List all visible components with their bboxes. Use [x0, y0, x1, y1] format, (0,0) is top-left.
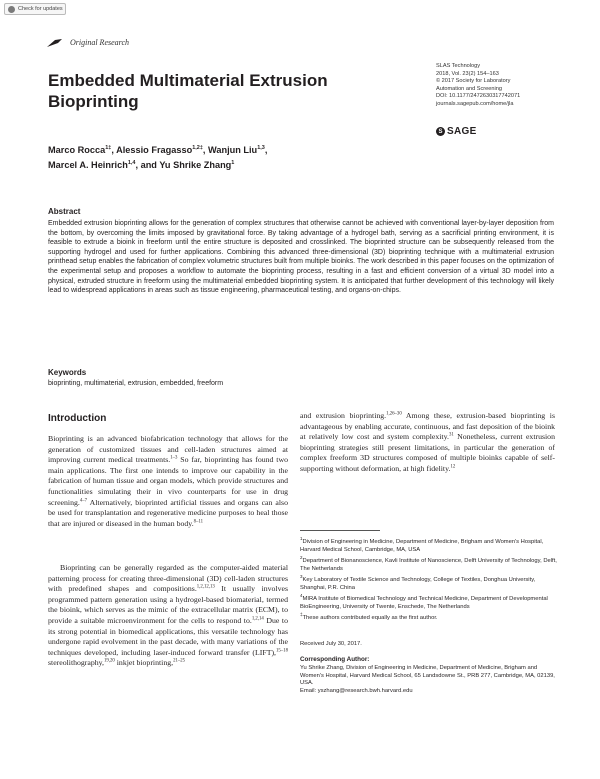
corresponding-author-heading: Corresponding Author:	[300, 656, 370, 663]
footnote-item	[300, 573, 560, 592]
corresponding-author-email[interactable]: Email: yszhang@research.bwh.harvard.edu	[300, 687, 413, 694]
citation-reference[interactable]: 31	[448, 432, 454, 438]
paragraph-text: It usually involves programmed pattern generation using a hydrogel-based biomaterial, termed the bioink, which serves as the mimic of the extracellular matrix (ECM), to provide a suitable microenvironment for the cells to respond to.	[48, 584, 288, 625]
paragraph-text: Bioprinting is an advanced biofabrication technology that allows for the generation of customized tissues and cell-laden structures aimed at improving current medical treatments.	[48, 434, 288, 465]
author-separator: ,	[264, 145, 268, 156]
author-affiliation-marker: 1,2‡	[192, 145, 203, 151]
paragraph-text: So far, bioprinting has found two main applications. The first one intends to improve our capability in the fabrication of human tissue and organ models, which provide structures and functionalities simulating their in vivo counterparts for use in drug screening.	[48, 455, 289, 507]
section-label: Original Research	[70, 38, 130, 47]
keywords-heading: Keywords	[48, 368, 87, 377]
corresponding-author-address: Yu Shrike Zhang, Division of Engineering in Medicine, Department of Medicine, Brigham and Women's Hospital, Harvard Medical School, 65 Landsdowne St., PRB 277, Cambridge, MA, 02139, USA.	[300, 665, 555, 687]
footnote-divider	[300, 530, 380, 531]
journal-info-line: DOI: 10.1177/2472630317742071	[436, 93, 521, 100]
corresponding-author-details	[300, 665, 555, 695]
footnote-text: These authors contributed equally as the first author.	[302, 615, 438, 622]
paragraph-text: Nonetheless, current extrusion bioprinting strategies still present limitations, in particular the generation of complex freeform 3D structures composed of multiple bioinks capable of self-supporting without deformation, at high fidelity.	[300, 432, 555, 473]
affiliation-footnotes	[300, 535, 560, 623]
footnote-marker: 3	[300, 574, 303, 580]
journal-info-line: Automation and Screening	[436, 85, 502, 92]
citation-reference[interactable]: 19,20	[104, 658, 115, 664]
author-affiliation-marker: 1,4	[127, 160, 136, 167]
citation-reference[interactable]: 1,2,14	[251, 616, 264, 622]
author-separator: ,	[111, 145, 117, 156]
author-name: Alessio Fragasso	[116, 145, 193, 156]
author-name: Marco Rocca	[48, 145, 106, 156]
footnote-item	[300, 535, 560, 554]
paragraph-text: inkjet bioprinting,	[114, 658, 174, 668]
footnote-marker: 2	[300, 555, 303, 561]
footnote-marker: 4	[300, 593, 303, 599]
author-list	[48, 142, 408, 172]
paragraph-text: Among these, extrusion-based bioprinting is advantageous by enabling accurate, continuous, and fast deposition of the bioink at relatively low cost and system complexity.	[300, 411, 555, 442]
badge-label: Check for updates	[18, 6, 63, 12]
author-name: Marcel A. Heinrich	[48, 160, 128, 171]
footnote-item	[300, 592, 560, 611]
update-icon	[8, 6, 15, 13]
footnote-text: Key Laboratory of Textile Science and Technology, College of Textiles, Donghua University, Shanghai, P.R. China	[300, 577, 536, 591]
introduction-heading: Introduction	[48, 413, 107, 424]
footnote-item	[300, 611, 560, 623]
author-affiliation-marker: 1	[231, 160, 235, 167]
intro-paragraph-2	[48, 563, 288, 669]
citation-reference[interactable]: 4–7	[79, 497, 88, 503]
footnote-text: Division of Engineering in Medicine, Department of Medicine, Brigham and Women's Hospital, Harvard Medical School, Cambridge, MA, USA	[300, 538, 544, 553]
citation-reference[interactable]: 1–3	[170, 455, 178, 461]
sage-logo	[436, 126, 477, 137]
citation-reference[interactable]: 12	[450, 464, 456, 470]
intro-paragraph-3	[300, 411, 555, 475]
article-title: Embedded Multimaterial Extrusion Bioprinting	[48, 71, 328, 111]
paragraph-text: Due to its strong potential in biomedical applications, this versatile technology has undergone rapid evolvement in the past decade, with many variations of the techniques developed, including laser-induced forward transfer (LIFT),	[48, 615, 288, 657]
publisher-name: SAGE	[447, 126, 477, 137]
author-separator: ,	[202, 145, 209, 156]
check-for-updates-badge[interactable]	[4, 3, 66, 15]
received-date: Received July 30, 2017.	[300, 641, 362, 647]
author-affiliation-marker: 1‡	[105, 145, 112, 151]
paragraph-text: Alternatively, bioprinted artificial tissues and organs can also be used for transplantation and regenerative medicine purposes to heal those that are injured or diseased in the human body.	[48, 497, 288, 528]
journal-info-line: SLAS Technology	[436, 63, 481, 69]
journal-info-line: 2018, Vol. 23(2) 154–163	[436, 70, 499, 77]
footnote-text: MIRA Institute of Biomedical Technology and Technical Medicine, Department of Developmental BioEngineering, University of Twente, Enschede, The Netherlands	[300, 596, 548, 610]
footnote-marker: 1	[300, 536, 303, 541]
citation-reference[interactable]: 8–11	[193, 519, 204, 525]
pen-nib-icon	[46, 38, 64, 48]
citation-reference[interactable]: 21–25	[173, 658, 186, 664]
intro-paragraph-1	[48, 434, 288, 529]
abstract-body: Embedded extrusion bioprinting allows for the generation of complex structures that otherwise cannot be achieved with conventional layer-by-layer deposition from the bottom, by overcoming the limits imposed by gravitational force. By taking advantage of a hydrogel bath, serving as a sacrificial printing environment, it is feasible to extrude a bioink in freeform until the entire structure is deposited and crosslinked. The bioprinted structure can be subsequently released from the supporting hydrogel and used for further applications. Combining this advanced three-dimensional (3D) bioprinting technique with a multimaterial extrusion printhead setup enables the fabrication of complex volumetric structures built from multiple bioinks. The work described in this paper focuses on the optimization of the experimental setup and proposes a workflow to automate the bioprinting process, resulting in a fast and efficient conversion of a virtual 3D model into a physical, extruded structure in freeform using the multimaterial embedded bioprinting system. It is anticipated that further development of this technology will likely lead to widespread applications in areas such as tissue engineering, pharmaceutical testing, and organs-on-chips.	[48, 220, 554, 295]
footnote-marker: ‡	[300, 612, 303, 618]
footnote-text: Department of Bionanoscience, Kavli Institute of Nanoscience, Delft University of Technology, Delft, The Netherlands	[300, 558, 557, 572]
author-name: Yu Shrike Zhang	[159, 160, 232, 171]
journal-info-line: journals.sagepub.com/home/jla	[436, 100, 514, 107]
paragraph-text: Bioprinting can be generally regarded as the computer-aided material patterning process for creating three-dimensional (3D) cell-laden structures with predefined shapes and compositions.	[48, 563, 288, 594]
footnote-item	[300, 554, 560, 573]
abstract-heading: Abstract	[48, 207, 81, 216]
citation-reference[interactable]: 1,26–30	[386, 411, 402, 417]
journal-info	[436, 63, 566, 109]
journal-info-line: © 2017 Society for Laboratory	[436, 78, 511, 85]
keywords-body: bioprinting, multimaterial, extrusion, embedded, freeform	[48, 380, 224, 387]
paragraph-text: and extrusion bioprinting.	[300, 411, 387, 420]
author-separator: , and	[135, 160, 160, 171]
citation-reference[interactable]: 1,2,12,13	[196, 584, 215, 590]
paragraph-text: stereolithography,	[48, 658, 105, 668]
sage-mark-icon: S	[436, 127, 445, 136]
citation-reference[interactable]: 15–18	[276, 648, 288, 654]
author-name: Wanjun Liu	[208, 145, 258, 156]
author-affiliation-marker: 1,3	[257, 145, 265, 151]
